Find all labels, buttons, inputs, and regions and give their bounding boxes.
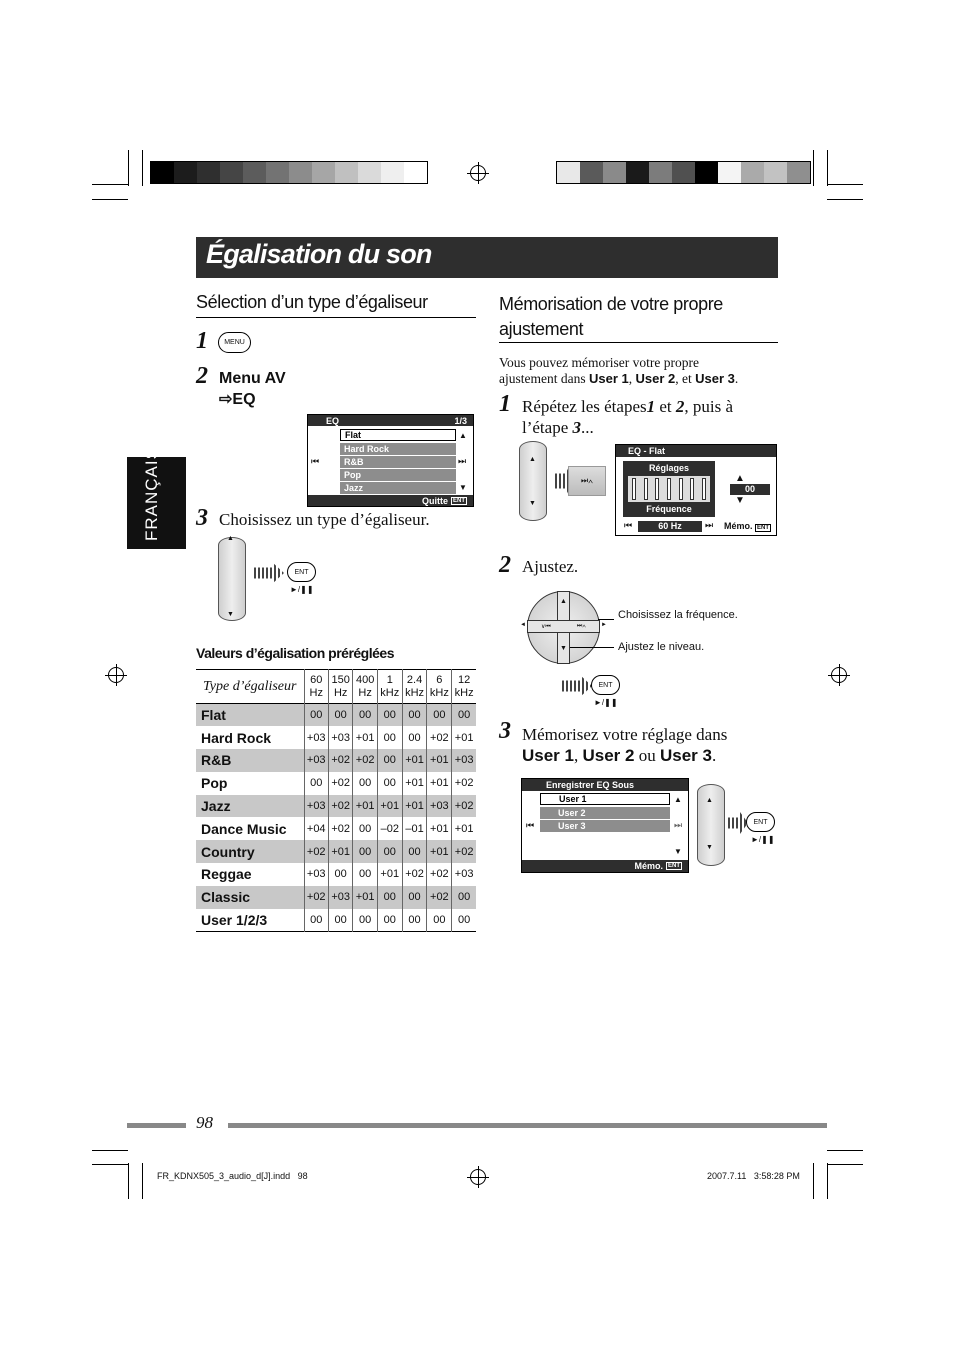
scroll-up-icon: ▲ bbox=[459, 431, 467, 440]
eq-preset-table bbox=[196, 669, 476, 932]
scroll-up-icon: ▲ bbox=[674, 795, 682, 804]
crop-mark bbox=[827, 150, 828, 186]
down-arrow-icon: ▼ bbox=[227, 611, 234, 618]
slider-panel bbox=[623, 461, 715, 517]
eq-value: +02 bbox=[304, 886, 328, 909]
eq-value: +01 bbox=[427, 749, 452, 772]
eq-value: +01 bbox=[427, 817, 452, 840]
crop-mark bbox=[813, 150, 814, 186]
step-number: 1 bbox=[499, 391, 511, 417]
ent-button[interactable]: ENT bbox=[591, 675, 620, 695]
eq-value: 00 bbox=[402, 704, 427, 727]
crop-mark bbox=[142, 150, 143, 186]
eq-value: +03 bbox=[304, 795, 328, 818]
eq-value: 00 bbox=[377, 772, 402, 795]
play-pause-icon: ►/❚❚ bbox=[594, 698, 618, 707]
crop-mark bbox=[92, 199, 128, 200]
eq-value: +01 bbox=[377, 795, 402, 818]
eq-value: +01 bbox=[402, 749, 427, 772]
dial-label-level: Ajustez le niveau. bbox=[618, 641, 705, 653]
eq-value: +03 bbox=[328, 886, 352, 909]
table-row bbox=[196, 704, 476, 727]
freq-header: 12 kHz bbox=[452, 670, 476, 704]
eq-value: +04 bbox=[304, 817, 328, 840]
page-number: 98 bbox=[196, 1113, 213, 1132]
skip-back-icon: ⏮ bbox=[311, 456, 320, 466]
list-item[interactable]: R&B bbox=[340, 456, 456, 468]
eq-value: 00 bbox=[304, 704, 328, 727]
eq-value: +02 bbox=[328, 772, 352, 795]
ent-icon: ENT bbox=[757, 525, 770, 531]
menu-path bbox=[219, 368, 286, 410]
list-item[interactable]: Hard Rock bbox=[340, 443, 456, 455]
eq-value: 00 bbox=[353, 863, 377, 886]
ent-button[interactable]: ENT bbox=[287, 562, 316, 582]
step-number: 2 bbox=[499, 552, 511, 578]
eq-value: +02 bbox=[328, 795, 352, 818]
crop-mark bbox=[128, 150, 129, 186]
eq-value: 00 bbox=[328, 909, 352, 932]
eq-value: +01 bbox=[427, 840, 452, 863]
screen-title: EQ - Flat bbox=[628, 446, 666, 456]
table-row bbox=[196, 840, 476, 863]
eq-value: 00 bbox=[377, 909, 402, 932]
eq-value: +02 bbox=[353, 749, 377, 772]
down-arrow-icon: ▼ bbox=[560, 645, 567, 652]
callout-line bbox=[570, 647, 614, 648]
play-pause-icon: ►/❚❚ bbox=[290, 585, 314, 594]
eq-value: 00 bbox=[377, 726, 402, 749]
footer-bar-left bbox=[127, 1123, 186, 1128]
dial-horizontal-bar: ∨⏮ ⏭∧ bbox=[527, 620, 600, 633]
table-row bbox=[196, 726, 476, 749]
screen-footer: Quitte ENT bbox=[308, 495, 473, 506]
step1-text: Répétez les étapes1 et 2, puis à l’étape 3... bbox=[522, 397, 734, 437]
list-item[interactable]: Flat bbox=[340, 429, 456, 441]
eq-value: +03 bbox=[427, 795, 452, 818]
page-title: Égalisation du son bbox=[206, 239, 432, 269]
down-arrow-icon: ▼ bbox=[529, 500, 536, 507]
eq-label: ⇨EQ bbox=[219, 391, 256, 408]
type-header: Type d’égaliseur bbox=[203, 679, 297, 694]
eq-value: +01 bbox=[377, 863, 402, 886]
eq-value: +01 bbox=[328, 840, 352, 863]
preset-heading: Valeurs d’égalisation préréglées bbox=[196, 645, 394, 661]
eq-value: 00 bbox=[377, 840, 402, 863]
crop-mark bbox=[827, 1163, 828, 1199]
up-arrow-icon: ▲ bbox=[560, 598, 567, 605]
step3-text-right: Mémorisez votre réglage dans User 1, User 2 ou User 3. bbox=[522, 725, 728, 765]
eq-value: +01 bbox=[452, 817, 476, 840]
table-row bbox=[196, 795, 476, 818]
registration-mark bbox=[470, 165, 486, 181]
skip-forward-icon: ⏭ bbox=[705, 520, 714, 530]
eq-type-name: R&B bbox=[196, 749, 304, 772]
eq-value: +03 bbox=[328, 726, 352, 749]
eq-value: 00 bbox=[427, 909, 452, 932]
crop-mark bbox=[827, 1164, 863, 1165]
eq-value: +01 bbox=[402, 772, 427, 795]
level-down-icon: ▼ bbox=[735, 495, 745, 506]
table-row bbox=[196, 772, 476, 795]
section-heading-right: Mémorisation de votre propre ajustement bbox=[499, 292, 778, 343]
dial-label-frequency: Choisissez la fréquence. bbox=[618, 609, 738, 621]
eq-type-name: Pop bbox=[201, 775, 228, 792]
crop-mark bbox=[142, 1163, 143, 1199]
eq-value: +03 bbox=[304, 749, 328, 772]
level-up-icon: ▲ bbox=[735, 473, 745, 484]
eq-type-name: Classic bbox=[196, 886, 304, 909]
crop-mark bbox=[827, 1150, 863, 1151]
ent-button[interactable]: ENT bbox=[746, 812, 775, 832]
up-arrow-icon: ▲ bbox=[706, 797, 713, 804]
up-arrow-icon: ▲ bbox=[227, 535, 234, 542]
eq-value: +01 bbox=[353, 726, 377, 749]
ent-icon: ENT bbox=[668, 863, 680, 869]
freq-header: 6 kHz bbox=[427, 670, 452, 704]
crop-mark bbox=[827, 199, 863, 200]
arrow-right-icon bbox=[254, 562, 284, 584]
registration-mark bbox=[470, 1169, 486, 1185]
crop-mark bbox=[827, 184, 863, 185]
up-arrow-icon: ▲ bbox=[529, 456, 536, 463]
crop-mark bbox=[92, 184, 128, 185]
scroll-down-icon: ▼ bbox=[459, 483, 467, 492]
eq-value: 00 bbox=[402, 886, 427, 909]
intro-text: Vous pouvez mémoriser votre propre ajustement dans User 1, User 2, et User 3. bbox=[499, 355, 739, 386]
eq-value: +03 bbox=[304, 863, 328, 886]
step2-text: Ajustez. bbox=[522, 557, 579, 576]
reglages-label: Réglages bbox=[648, 463, 690, 473]
callout-line bbox=[598, 619, 614, 620]
eq-list-screen bbox=[307, 414, 474, 507]
eq-value: +01 bbox=[427, 772, 452, 795]
eq-value: 00 bbox=[377, 886, 402, 909]
list-item[interactable]: User 2 bbox=[540, 807, 670, 819]
right-arrow-icon: ► bbox=[601, 622, 607, 628]
eq-value: +02 bbox=[328, 749, 352, 772]
memo-label: Mémo. ENT bbox=[724, 521, 770, 531]
skip-forward-icon: ⏭ bbox=[458, 456, 467, 466]
eq-type-name: Hard Rock bbox=[201, 729, 272, 746]
freq-header: 2.4 kHz bbox=[402, 670, 427, 704]
crop-mark bbox=[92, 1164, 128, 1165]
step-number: 2 bbox=[196, 363, 208, 389]
registration-mark bbox=[108, 667, 124, 683]
eq-value: +02 bbox=[402, 863, 427, 886]
list-item[interactable]: Jazz bbox=[340, 482, 456, 494]
eq-value: +01 bbox=[353, 886, 377, 909]
step-number: 1 bbox=[196, 328, 208, 354]
control-knob[interactable] bbox=[218, 537, 246, 621]
frequence-label: Fréquence bbox=[646, 504, 692, 514]
title-band bbox=[196, 237, 778, 278]
list-item[interactable]: User 1 bbox=[540, 793, 670, 805]
eq-value: +02 bbox=[328, 817, 352, 840]
eq-value: 00 bbox=[377, 704, 402, 727]
eq-value: 00 bbox=[353, 817, 377, 840]
left-arrow-icon: ◄ bbox=[520, 622, 526, 628]
eq-value: 00 bbox=[353, 704, 377, 727]
step3-text: Choisissez un type d’égaliseur. bbox=[219, 510, 430, 529]
registration-mark bbox=[831, 667, 847, 683]
eq-value: +01 bbox=[402, 795, 427, 818]
eq-type-name: Country bbox=[196, 840, 304, 863]
language-tab bbox=[127, 447, 186, 549]
eq-value: +02 bbox=[427, 886, 452, 909]
table-row bbox=[196, 863, 476, 886]
eq-type-name: Reggae bbox=[201, 866, 252, 883]
eq-value: +01 bbox=[452, 726, 476, 749]
eq-value: +03 bbox=[452, 863, 476, 886]
language-label: FRANÇAIS bbox=[142, 447, 161, 541]
table-row bbox=[196, 749, 476, 772]
eq-value: 00 bbox=[328, 863, 352, 886]
eq-type-name: User 1/2/3 bbox=[201, 911, 268, 928]
screen-footer: Mémo. ENT bbox=[522, 860, 688, 872]
step-number: 3 bbox=[499, 718, 511, 744]
eq-value: +02 bbox=[304, 840, 328, 863]
eq-value: 00 bbox=[304, 772, 328, 795]
menu-av-label: Menu AV bbox=[219, 370, 286, 387]
table-row bbox=[196, 909, 476, 932]
eq-value: +01 bbox=[353, 795, 377, 818]
crop-mark bbox=[128, 1163, 129, 1199]
play-pause-icon: ►/❚❚ bbox=[751, 835, 775, 844]
skip-back-icon: ⏮ bbox=[624, 520, 633, 530]
eq-value: 00 bbox=[452, 704, 476, 727]
eq-value: 00 bbox=[402, 909, 427, 932]
eq-value: +03 bbox=[304, 726, 328, 749]
table-row bbox=[196, 886, 476, 909]
footer-file: FR_KDNX505_3_audio_d[J].indd 98 bbox=[157, 1171, 308, 1181]
table-header-row bbox=[196, 670, 476, 704]
down-arrow-icon: ▼ bbox=[706, 844, 713, 851]
eq-value: +02 bbox=[452, 795, 476, 818]
freq-header: 60 Hz bbox=[304, 670, 328, 704]
section-heading-left: Sélection d’un type d’égaliseur bbox=[196, 292, 476, 318]
color-bar-left bbox=[150, 161, 428, 184]
footer-bar-right bbox=[228, 1123, 827, 1128]
eq-value: –01 bbox=[402, 817, 427, 840]
eq-value: +02 bbox=[452, 772, 476, 795]
eq-value: 00 bbox=[452, 886, 476, 909]
crop-mark bbox=[92, 1150, 128, 1151]
level-value: 00 bbox=[730, 484, 770, 495]
crop-mark bbox=[813, 1163, 814, 1199]
save-eq-screen bbox=[521, 778, 689, 873]
eq-type-name: Jazz bbox=[196, 795, 304, 818]
eq-value: 00 bbox=[304, 909, 328, 932]
band-sliders[interactable] bbox=[628, 476, 710, 502]
eq-value: 00 bbox=[427, 704, 452, 727]
eq-flat-screen bbox=[615, 444, 777, 536]
eq-value: 00 bbox=[402, 726, 427, 749]
step-number: 3 bbox=[196, 505, 208, 531]
eq-value: 00 bbox=[402, 840, 427, 863]
eq-value: +03 bbox=[452, 749, 476, 772]
scroll-down-icon: ▼ bbox=[674, 847, 682, 856]
eq-value: 00 bbox=[328, 704, 352, 727]
skip-forward-icon: ⏭ bbox=[674, 820, 683, 830]
arrow-right-icon bbox=[728, 812, 748, 834]
screen-title: EQ bbox=[326, 415, 340, 426]
eq-value: 00 bbox=[377, 749, 402, 772]
eq-type-name: Flat bbox=[196, 704, 304, 727]
freq-header: 400 Hz bbox=[353, 670, 377, 704]
page-indicator: 1/3 bbox=[454, 415, 467, 426]
screen-title: Enregistrer EQ Sous bbox=[546, 780, 635, 790]
menu-button[interactable]: MENU bbox=[218, 332, 251, 353]
eq-value: +02 bbox=[427, 863, 452, 886]
skip-back-icon: ⏮ bbox=[526, 820, 535, 830]
list-item[interactable]: User 3 bbox=[540, 820, 670, 832]
eq-value: 00 bbox=[353, 772, 377, 795]
footer-date: 2007.7.11 3:58:28 PM bbox=[707, 1171, 800, 1181]
arrow-right-icon bbox=[562, 675, 592, 697]
skip-button-graphic[interactable]: ⏭∧ bbox=[568, 466, 606, 496]
eq-value: –02 bbox=[377, 817, 402, 840]
eq-value: +02 bbox=[427, 726, 452, 749]
eq-value: +02 bbox=[452, 840, 476, 863]
list-item[interactable]: Pop bbox=[340, 469, 456, 481]
control-knob[interactable] bbox=[519, 441, 547, 521]
freq-header: 1 kHz bbox=[377, 670, 402, 704]
freq-header: 150 Hz bbox=[328, 670, 352, 704]
freq-value: 60 Hz bbox=[638, 521, 702, 532]
ent-icon: ENT bbox=[453, 497, 465, 504]
eq-value: 00 bbox=[353, 840, 377, 863]
eq-value: 00 bbox=[452, 909, 476, 932]
eq-value: 00 bbox=[353, 909, 377, 932]
eq-type-name: Dance Music bbox=[201, 820, 287, 837]
table-row bbox=[196, 817, 476, 840]
color-bar-right bbox=[556, 161, 811, 184]
